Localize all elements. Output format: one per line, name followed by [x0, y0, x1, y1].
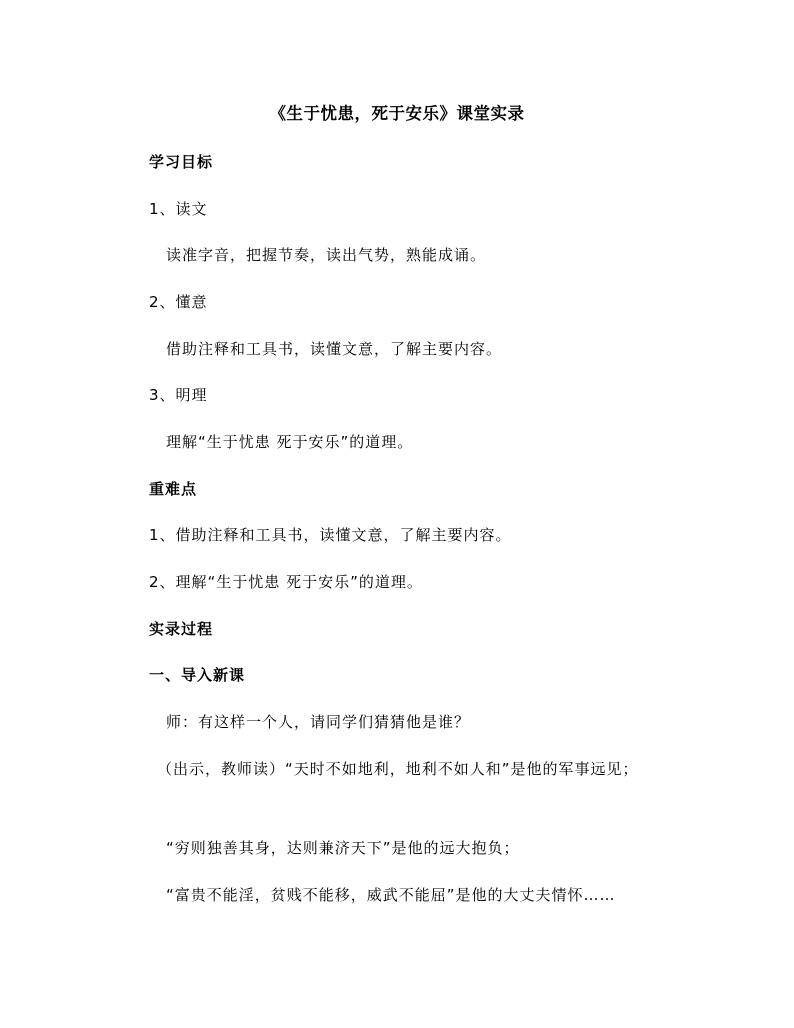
key-point-1: 1、借助注释和工具书，读懂文意，了解主要内容。	[149, 526, 512, 544]
process-heading: 实录过程	[149, 620, 214, 638]
objectives-heading: 学习目标	[149, 153, 214, 171]
key-points-heading: 重难点	[149, 480, 198, 498]
objective-3-detail: 理解“生于忧患 死于安乐”的道理。	[166, 433, 414, 451]
objective-1-label: 1、读文	[149, 200, 208, 218]
objective-3-label: 3、明理	[149, 386, 208, 404]
teacher-question: 师：有这样一个人，请同学们猜猜他是谁？	[166, 713, 471, 731]
quote-paragraph-1: （出示，教师读）“天时不如地利，地利不如人和”是他的军事远见；	[157, 760, 639, 778]
quote-paragraph-3: “富贵不能淫，贫贱不能移，威武不能屈”是他的大丈夫情怀……	[166, 886, 616, 904]
objective-2-detail: 借助注释和工具书，读懂文意，了解主要内容。	[166, 340, 503, 358]
quote-paragraph-2: “穷则独善其身，达则兼济天下”是他的远大抱负；	[166, 839, 520, 857]
objective-2-label: 2、懂意	[149, 293, 208, 311]
objective-1-detail: 读准字音，把握节奏，读出气势，熟能成诵。	[166, 246, 487, 264]
document-title: 《生于忧患，死于安乐》课堂实录	[269, 104, 525, 123]
key-point-2: 2、理解“生于忧患 死于安乐”的道理。	[149, 573, 423, 591]
section-1-heading: 一、导入新课	[149, 666, 246, 684]
